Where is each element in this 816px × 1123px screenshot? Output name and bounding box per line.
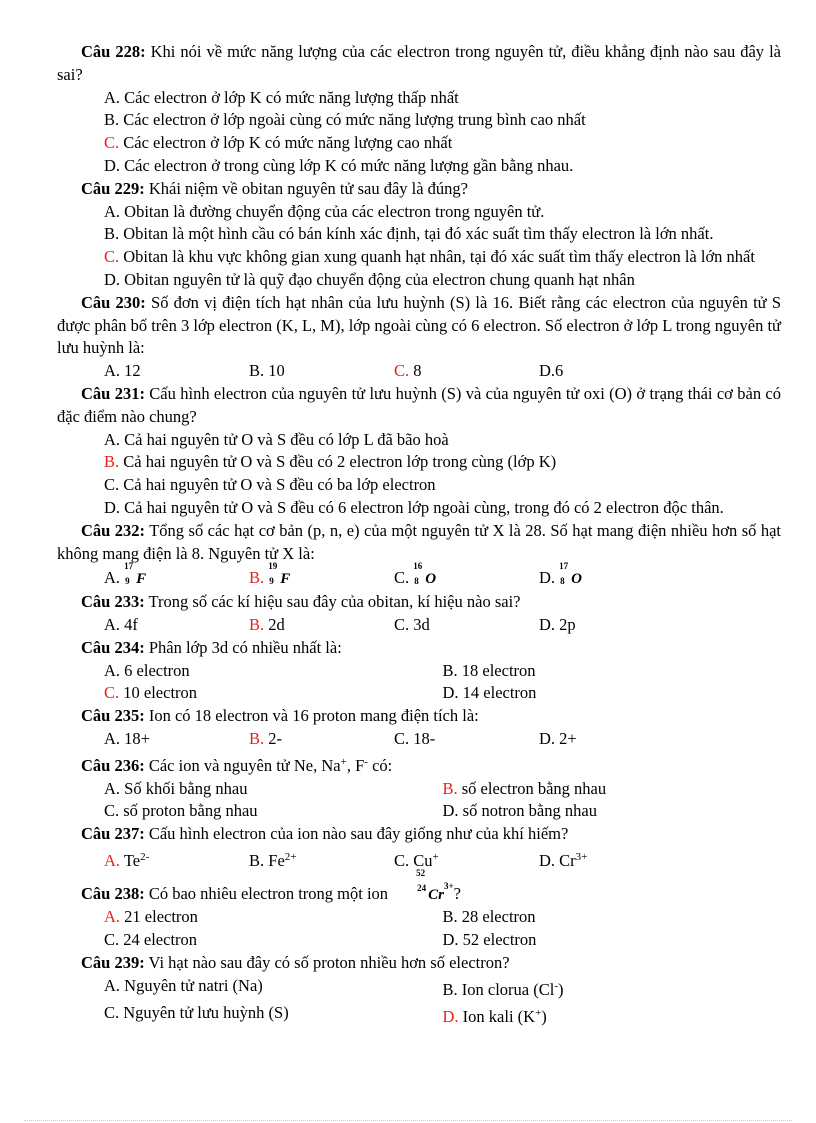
charge-sup: + xyxy=(535,1006,542,1019)
option-text: Các electron ở trong cùng lớp K có mức năng lượng gần bằng nhau. xyxy=(120,155,574,175)
question-label: Câu 234: xyxy=(81,637,145,657)
option-b[interactable] xyxy=(249,614,394,637)
option-a[interactable] xyxy=(57,429,781,452)
option-text: Nguyên tử lưu huỳnh (S) xyxy=(119,1002,289,1022)
question-text: ? xyxy=(453,883,461,903)
element-symbol: Cr xyxy=(428,886,445,903)
option-letter: D. xyxy=(539,568,556,588)
option-text: 10 electron xyxy=(119,683,198,703)
charge-sup: 3+ xyxy=(575,850,588,863)
option-letter: A. xyxy=(104,361,121,381)
option-letter: D. xyxy=(539,361,556,381)
isotope-symbol xyxy=(268,561,291,591)
option-letter: A. xyxy=(104,975,121,995)
option-letter: D. xyxy=(104,269,121,289)
option-c[interactable] xyxy=(394,360,539,383)
option-letter-correct: A. xyxy=(104,907,121,927)
question-text: Vi hạt nào sau đây có số proton nhiều hơn số electron? xyxy=(144,953,510,973)
option-text: ) xyxy=(541,1006,547,1026)
charge-sup: + xyxy=(340,755,347,768)
option-text: 24 electron xyxy=(119,930,198,950)
option-letter: D. xyxy=(539,850,556,870)
option-letter: B. xyxy=(442,660,458,680)
question-stem xyxy=(57,637,781,660)
question-228 xyxy=(57,41,781,178)
option-text: 10 xyxy=(264,361,285,381)
option-letter-correct: C. xyxy=(104,247,120,267)
atomic-number: 24 xyxy=(417,882,427,893)
option-a[interactable] xyxy=(104,561,249,591)
question-label: Câu 231: xyxy=(81,383,145,403)
option-letter: C. xyxy=(394,614,410,634)
option-letter: B. xyxy=(249,850,265,870)
option-letter: A. xyxy=(104,778,121,798)
option-d[interactable] xyxy=(57,155,781,178)
question-stem xyxy=(57,41,781,87)
option-c[interactable] xyxy=(104,800,443,823)
question-233 xyxy=(57,591,781,637)
atomic-number: 9 xyxy=(125,576,130,587)
option-text: 2d xyxy=(264,614,285,634)
option-a[interactable] xyxy=(104,660,443,683)
option-letter: D. xyxy=(442,801,459,821)
option-letter-correct: B. xyxy=(442,778,458,798)
option-letter: C. xyxy=(104,930,120,950)
question-stem xyxy=(57,705,781,728)
question-stem xyxy=(57,751,781,778)
element-symbol: O xyxy=(425,571,437,588)
mass-number: 19 xyxy=(268,561,278,572)
isotope-symbol xyxy=(124,561,147,591)
option-text: 52 electron xyxy=(458,930,537,950)
ion-charge: 3+ xyxy=(444,880,454,891)
options-row xyxy=(57,728,781,751)
option-letter: D. xyxy=(104,155,121,175)
option-d[interactable] xyxy=(57,269,781,292)
options-row xyxy=(57,360,781,383)
question-239 xyxy=(57,952,781,1028)
mass-number: 16 xyxy=(413,561,423,572)
question-label: Câu 230: xyxy=(81,292,146,312)
option-letter-correct: B. xyxy=(249,728,265,748)
option-a[interactable] xyxy=(104,906,443,929)
option-b[interactable] xyxy=(249,728,394,751)
option-a[interactable] xyxy=(104,728,249,751)
option-c[interactable] xyxy=(104,682,443,705)
option-letter-correct: B. xyxy=(104,452,120,472)
option-letter-correct: C. xyxy=(104,683,120,703)
option-text: Các electron ở lớp ngoài cùng có mức năng lượng trung bình cao nhất xyxy=(119,110,586,130)
isotope-symbol xyxy=(559,561,583,591)
option-letter: C. xyxy=(104,801,120,821)
option-letter-correct: C. xyxy=(394,361,410,381)
question-235 xyxy=(57,705,781,751)
option-b[interactable] xyxy=(443,906,782,929)
question-229 xyxy=(57,178,781,292)
option-letter-correct: C. xyxy=(104,133,120,153)
option-c[interactable] xyxy=(104,1002,443,1029)
page-bottom-divider xyxy=(24,1120,792,1121)
question-stem xyxy=(57,952,781,975)
question-stem xyxy=(57,178,781,201)
question-label: Câu 239: xyxy=(81,953,145,973)
option-text: 3d xyxy=(409,614,430,634)
option-letter: A. xyxy=(104,87,121,107)
option-b[interactable] xyxy=(249,846,394,873)
option-text: 18- xyxy=(409,728,436,748)
option-b[interactable] xyxy=(249,561,394,591)
options-row xyxy=(57,906,781,929)
option-letter-correct: B. xyxy=(249,614,265,634)
option-b[interactable] xyxy=(443,778,782,801)
option-letter: B. xyxy=(104,110,120,130)
element-symbol: F xyxy=(280,571,291,588)
question-label: Câu 236: xyxy=(81,755,145,775)
option-a[interactable] xyxy=(104,778,443,801)
option-d[interactable] xyxy=(539,728,684,751)
option-letter: B. xyxy=(442,979,458,999)
option-letter: A. xyxy=(104,568,121,588)
option-text: Ion kali (K xyxy=(458,1006,536,1026)
question-231 xyxy=(57,383,781,520)
option-text: Fe xyxy=(264,850,285,870)
question-text: Cấu hình electron của nguyên tử lưu huỳnh (S) và của nguyên tử oxi (O) ở trạng thái cơ bản có đặc điểm nào chung? xyxy=(57,383,781,426)
option-text: Cu xyxy=(409,850,433,870)
atomic-number: 8 xyxy=(414,576,419,587)
options-row xyxy=(57,975,781,1002)
option-d[interactable] xyxy=(539,846,684,873)
option-b[interactable] xyxy=(443,660,782,683)
option-text: 2p xyxy=(555,614,576,634)
option-a[interactable] xyxy=(104,360,249,383)
options-row xyxy=(57,614,781,637)
options-row xyxy=(57,561,781,591)
option-letter: A. xyxy=(104,614,121,634)
option-letter: C. xyxy=(394,850,410,870)
question-text: Số đơn vị điện tích hạt nhân của lưu huỳnh (S) là 16. Biết rằng các electron của nguyên tử S được phân bố trên 3 lớp electron (K, L, M), lớp ngoài cùng có 6 electron. Số electron ở lớp L trong nguyên tử lưu huỳnh là: xyxy=(57,292,781,358)
option-text: Các electron ở lớp K có mức năng lượng thấp nhất xyxy=(120,87,459,107)
question-stem xyxy=(57,867,781,907)
option-text: số electron bằng nhau xyxy=(457,778,607,798)
options-row xyxy=(57,800,781,823)
question-text: Phân lớp 3d có nhiều nhất là: xyxy=(144,637,342,657)
element-symbol: O xyxy=(571,571,583,588)
question-label: Câu 233: xyxy=(81,592,145,612)
option-text: Obitan là khu vực không gian xung quanh hạt nhân, tại đó xác suất tìm thấy electron là lớn nhất xyxy=(119,247,755,267)
option-letter: D. xyxy=(442,683,459,703)
ion-symbol xyxy=(392,867,454,907)
isotope-symbol xyxy=(413,561,437,591)
option-letter: B. xyxy=(104,224,120,244)
question-238 xyxy=(57,867,781,952)
options-row xyxy=(57,929,781,952)
question-stem xyxy=(57,292,781,360)
option-text: 18 electron xyxy=(457,660,536,680)
question-label: Câu 238: xyxy=(81,883,145,903)
option-a[interactable] xyxy=(57,87,781,110)
option-b[interactable] xyxy=(249,360,394,383)
charge-sup: 2- xyxy=(140,850,150,863)
charge-sup: 2+ xyxy=(284,850,297,863)
question-label: Câu 237: xyxy=(81,824,145,844)
option-c[interactable] xyxy=(104,929,443,952)
options-row xyxy=(57,778,781,801)
option-letter: C. xyxy=(394,568,410,588)
charge-sup: - xyxy=(554,979,558,992)
option-letter: B. xyxy=(442,907,458,927)
option-text: Te xyxy=(120,850,141,870)
option-a[interactable] xyxy=(104,975,443,1002)
option-b[interactable] xyxy=(57,109,781,132)
question-label: Câu 229: xyxy=(81,178,145,198)
option-letter: A. xyxy=(104,728,121,748)
option-letter: D. xyxy=(104,497,121,517)
option-text: Cả hai nguyên tử O và S đều có ba lớp electron xyxy=(119,475,436,495)
option-d[interactable] xyxy=(539,561,684,591)
question-label: Câu 232: xyxy=(81,520,146,540)
question-text: , F xyxy=(346,755,365,775)
option-text: Cr xyxy=(555,850,576,870)
option-text: 18+ xyxy=(120,728,150,748)
option-b[interactable] xyxy=(57,451,781,474)
question-stem xyxy=(57,591,781,614)
question-stem xyxy=(57,520,781,566)
option-d[interactable] xyxy=(443,800,782,823)
option-text: Ion clorua (Cl xyxy=(457,979,555,999)
option-letter: A. xyxy=(104,429,121,449)
question-sheet xyxy=(57,41,781,1028)
option-letter: D. xyxy=(442,930,459,950)
charge-sup: - xyxy=(364,755,368,768)
question-text: Ion có 18 electron và 16 proton mang điện tích là: xyxy=(144,706,479,726)
element-symbol: F xyxy=(136,571,147,588)
option-a[interactable] xyxy=(57,201,781,224)
option-letter: A. xyxy=(104,201,121,221)
option-letter-correct: B. xyxy=(249,568,265,588)
option-d[interactable] xyxy=(443,682,782,705)
question-232 xyxy=(57,520,781,591)
option-letter: C. xyxy=(394,728,410,748)
question-label: Câu 228: xyxy=(81,42,146,61)
option-b[interactable] xyxy=(443,975,782,1002)
option-d[interactable] xyxy=(539,614,684,637)
option-letter: D. xyxy=(539,728,556,748)
question-stem xyxy=(57,383,781,429)
option-text: 28 electron xyxy=(457,907,536,927)
option-text: 14 electron xyxy=(458,683,537,703)
options-row xyxy=(57,1002,781,1029)
mass-number: 17 xyxy=(124,561,134,572)
option-text: Các electron ở lớp K có mức năng lượng cao nhất xyxy=(119,133,453,153)
option-c[interactable] xyxy=(394,561,539,591)
question-label: Câu 235: xyxy=(81,706,145,726)
option-text: 6 electron xyxy=(120,660,190,680)
option-text: 8 xyxy=(409,361,422,381)
option-text: 6 xyxy=(555,361,564,381)
question-237 xyxy=(57,823,781,873)
option-b[interactable] xyxy=(57,223,781,246)
option-d[interactable] xyxy=(443,1002,782,1029)
atomic-number: 9 xyxy=(269,576,274,587)
option-text: Cả hai nguyên tử O và S đều có 6 electron lớp ngoài cùng, trong đó có 2 electron độc thân. xyxy=(120,497,724,517)
option-text: 2- xyxy=(264,728,283,748)
option-text: số notron bằng nhau xyxy=(458,801,597,821)
option-c[interactable] xyxy=(57,474,781,497)
option-d[interactable] xyxy=(443,929,782,952)
option-text: Nguyên tử natri (Na) xyxy=(120,975,263,995)
question-text: Khái niệm về obitan nguyên tử sau đây là đúng? xyxy=(144,178,468,198)
mass-number: 17 xyxy=(559,561,569,572)
question-text: Tổng số các hạt cơ bản (p, n, e) của một nguyên tử X là 28. Số hạt mang điện nhiều hơn số hạt không mang điện là 8. Nguyên tử X là: xyxy=(57,520,781,563)
option-c[interactable] xyxy=(57,132,781,155)
question-text: Có bao nhiêu electron trong một ion xyxy=(144,883,393,903)
question-text: Trong số các kí hiệu sau đây của obitan, kí hiệu nào sai? xyxy=(144,592,521,612)
option-d[interactable] xyxy=(539,360,684,383)
option-text: Obitan nguyên tử là quỹ đạo chuyển động của electron chung quanh hạt nhân xyxy=(120,269,635,289)
option-a[interactable] xyxy=(104,846,249,873)
charge-sup: + xyxy=(432,850,439,863)
question-236 xyxy=(57,751,781,823)
option-letter: C. xyxy=(104,475,120,495)
option-c[interactable] xyxy=(394,728,539,751)
atomic-number: 8 xyxy=(560,576,565,587)
option-a[interactable] xyxy=(104,614,249,637)
option-d[interactable] xyxy=(57,497,781,520)
question-text: Khi nói về mức năng lượng của các electron trong nguyên tử, điều khẳng định nào sau đây là sai? xyxy=(57,42,781,84)
option-text: Cả hai nguyên tử O và S đều có lớp L đã bão hoà xyxy=(120,429,449,449)
question-230 xyxy=(57,292,781,383)
option-letter: D. xyxy=(539,614,556,634)
option-text: Số khối bằng nhau xyxy=(120,778,248,798)
option-letter: A. xyxy=(104,660,121,680)
option-letter-correct: A. xyxy=(104,850,121,870)
option-text: 12 xyxy=(120,361,141,381)
question-stem xyxy=(57,823,781,846)
option-text: ) xyxy=(558,979,564,999)
question-text: Cấu hình electron của ion nào sau đây giống như của khí hiếm? xyxy=(144,824,569,844)
option-letter-correct: D. xyxy=(442,1006,459,1026)
option-letter: B. xyxy=(249,361,265,381)
options-row xyxy=(57,660,781,683)
option-text: Cả hai nguyên tử O và S đều có 2 electron lớp trong cùng (lớp K) xyxy=(119,452,557,472)
question-text: Các ion và nguyên tử Ne, Na xyxy=(144,755,341,775)
options-row xyxy=(57,682,781,705)
option-text: 4f xyxy=(120,614,138,634)
mass-number: 52 xyxy=(416,867,426,878)
option-text: 21 electron xyxy=(120,907,198,927)
option-text: số proton bằng nhau xyxy=(119,801,258,821)
option-letter: C. xyxy=(104,1002,120,1022)
option-c[interactable] xyxy=(57,246,781,269)
option-text: 2+ xyxy=(555,728,577,748)
option-text: Obitan là đường chuyển động của các electron trong nguyên tử. xyxy=(120,201,545,221)
option-text: Obitan là một hình cầu có bán kính xác định, tại đó xác suất tìm thấy electron là lớn nhất. xyxy=(119,224,714,244)
option-c[interactable] xyxy=(394,614,539,637)
question-234 xyxy=(57,637,781,705)
question-text: có: xyxy=(367,755,393,775)
